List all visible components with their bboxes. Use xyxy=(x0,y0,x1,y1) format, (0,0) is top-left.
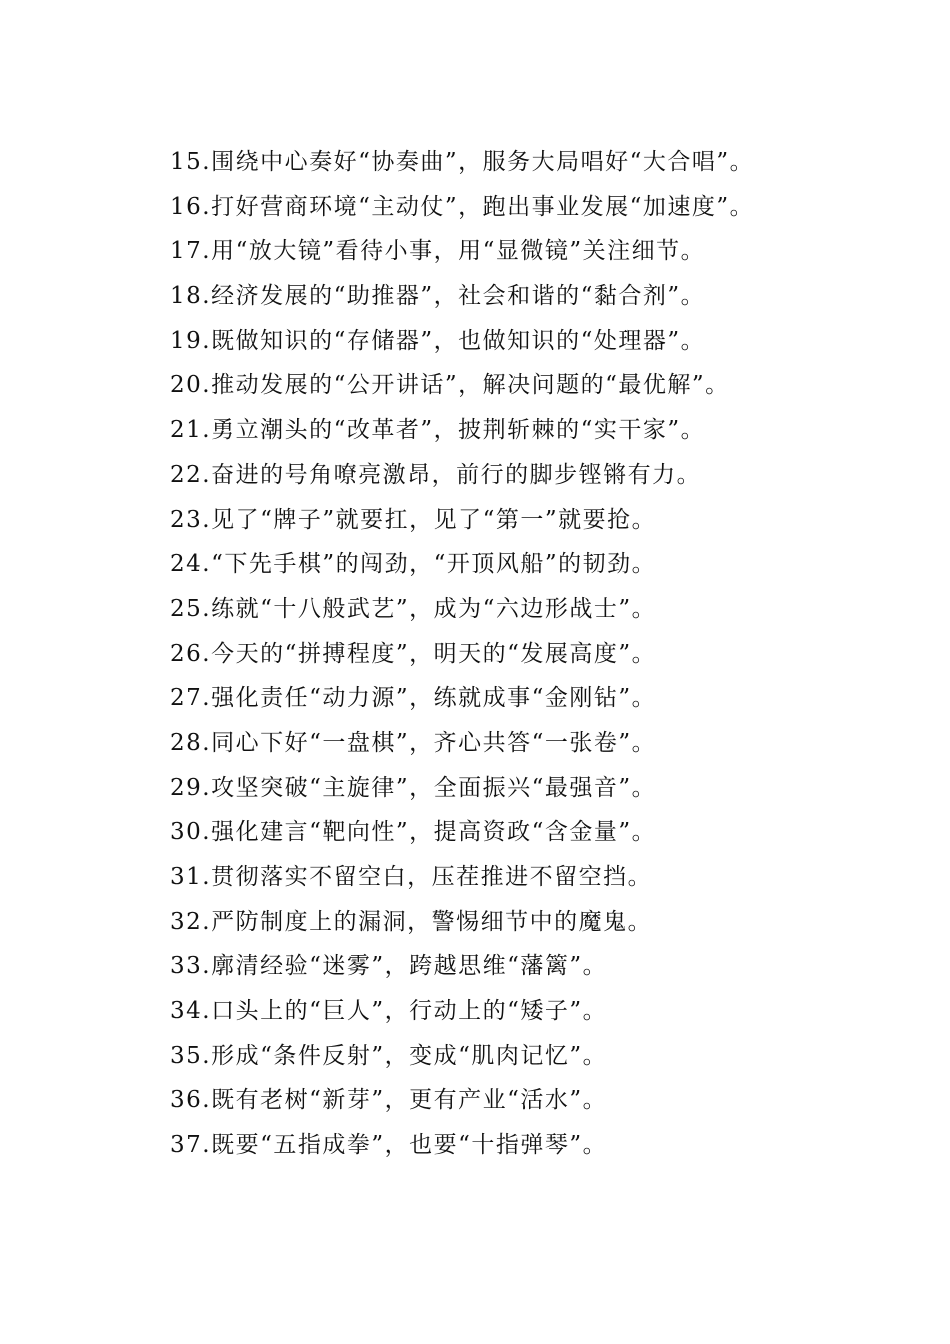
list-item: 34.口头上的“巨人”，行动上的“矮子”。 xyxy=(170,998,608,1025)
list-item: 17.用“放大镜”看待小事，用“显微镜”关注细节。 xyxy=(170,238,706,265)
list-item: 35.形成“条件反射”，变成“肌肉记忆”。 xyxy=(170,1042,608,1069)
list-item: 26.今天的“拼搏程度”，明天的“发展高度”。 xyxy=(170,640,657,667)
list-item: 22.奋进的号角嘹亮激昂，前行的脚步铿锵有力。 xyxy=(170,461,702,488)
list-item: 15.围绕中心奏好“协奏曲”，服务大局唱好“大合唱”。 xyxy=(170,149,755,175)
list-item: 27.强化责任“动力源”，练就成事“金刚钻”。 xyxy=(170,685,657,712)
list-item: 29.攻坚突破“主旋律”，全面振兴“最强音”。 xyxy=(170,774,657,801)
list-item: 20.推动发展的“公开讲话”，解决问题的“最优解”。 xyxy=(170,372,730,399)
list-item: 37.既要“五指成拳”，也要“十指弹琴”。 xyxy=(170,1132,608,1159)
list-item: 21.勇立潮头的“改革者”，披荆斩棘的“实干家”。 xyxy=(170,417,706,444)
list-item: 18.经济发展的“助推器”，社会和谐的“黏合剂”。 xyxy=(170,283,706,310)
list-item: 24.“下先手棋”的闯劲，“开顶风船”的韧劲。 xyxy=(170,551,657,578)
list-item: 31.贯彻落实不留空白，压茬推进不留空挡。 xyxy=(170,864,653,890)
list-item: 28.同心下好“一盘棋”，齐心共答“一张卷”。 xyxy=(170,729,657,756)
list-item: 16.打好营商环境“主动仗”，跑出事业发展“加速度”。 xyxy=(170,193,755,220)
phrase-list xyxy=(170,140,930,1168)
list-item: 32.严防制度上的漏洞，警惕细节中的魔鬼。 xyxy=(170,908,653,935)
list-item: 30.强化建言“靶向性”，提高资政“含金量”。 xyxy=(170,819,657,846)
list-item: 19.既做知识的“存储器”，也做知识的“处理器”。 xyxy=(170,327,706,354)
list-item: 25.练就“十八般武艺”，成为“六边形战士”。 xyxy=(170,595,657,622)
list-item: 36.既有老树“新芽”，更有产业“活水”。 xyxy=(170,1087,608,1114)
list-item: 23.见了“牌子”就要扛，见了“第一”就要抢。 xyxy=(170,506,657,533)
list-item: 33.廓清经验“迷雾”，跨越思维“藩篱”。 xyxy=(170,953,608,980)
